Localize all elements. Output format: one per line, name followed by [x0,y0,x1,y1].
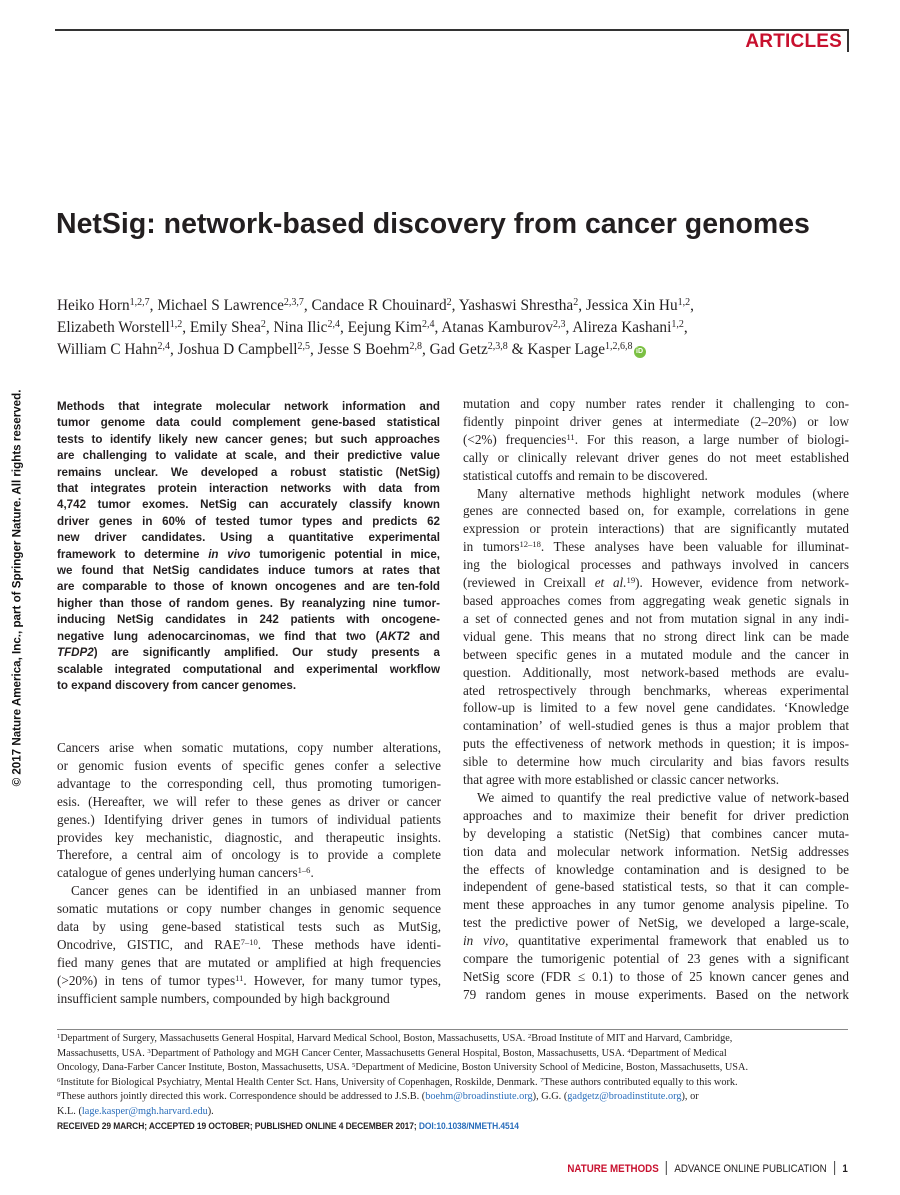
citation-superscript: 1 [57,1033,61,1040]
text-line [463,431,849,449]
text-line [57,739,441,757]
text-run: K.L. ( [57,1105,82,1117]
text-run: remains unclear. We developed a robust statistic (NetSig) [57,465,440,479]
text-line [57,829,441,847]
paragraph [57,882,441,1007]
text-line [463,395,849,413]
text-line [463,682,849,700]
text-line [463,789,849,807]
text-run: sible to determine how much circularity and bias favors results [463,754,849,770]
author-name: Emily Shea [189,319,261,336]
text-line [463,968,849,986]
text-run: data by using gene-based statistical tests such as MutSig, [57,919,441,935]
author [441,319,565,336]
author [157,297,304,314]
publication-status: ADVANCE ONLINE PUBLICATION [674,1163,827,1175]
text-run: tumorigenic potential in mice, [250,547,440,561]
text-run: a set of connected genes and not from mutation signal in any indi- [463,610,849,626]
text-run: genes.) Identifying driver genes in tumors of individual patients [57,811,441,827]
text-run: Broad Institute of MIT and Harvard, Cambridge, [531,1033,733,1044]
text-run: Therefore, a central aim of oncology is to provide a complete [57,847,441,863]
author [274,319,340,336]
text-run: are comparable to those of known oncogenes and are ten-fold [57,580,440,594]
affiliation-superscript: 2,5 [297,341,310,352]
italic-text: in vivo [208,547,251,561]
text-run: ated retrospectively through benchmarks, whereas experimental [463,682,849,698]
text-line [57,864,441,882]
affiliation-superscript: 2,3,8 [487,341,508,352]
author [312,297,452,314]
text-run: ) are significantly amplified. Our study presents a [93,646,440,660]
citation-superscript: 19 [626,575,636,586]
paragraph [463,485,849,789]
text-run: vidual gene. This means that no strong direct link can be made [463,628,849,644]
author-name: Nina Ilic [273,319,328,336]
text-line [463,807,849,825]
author-list: Heiko Horn$^{1,2,7}$, Michael S Lawrence$^{2,3,7}$, Candace R Chouinard$^2$, Yashaswi Shrestha$^2$, Jessica Xin Hu$^{1,2}$, Elizabeth Worstell$^{1,2}$, Emily Shea$^2$, Nina Ilic$^{2,4}$, Eejung Kim$^{2,4}$, Atanas Kamburov$^{2,3}$, Alireza Kashani$^{1,2}$, William C Hahn$^{2,4}$, Joshua D Campbell$^{2,5}$, Jesse S Boehm$^{2,8}$, Gad Getz$^{2,3,8}$ & Kasper Lage$^{1,2,6,8}$ iD [57,297,694,358]
text-run: (<2%) frequencies [463,431,567,447]
text-line [57,399,440,415]
text-run: we found that NetSig candidates induce tumors at rates that [57,564,440,578]
text-line [57,918,441,936]
text-run: based approaches comes from aggregating weak genetic signals in [463,592,849,608]
text-run: between specific genes in a mutated module and the cancer in [463,646,849,662]
text-line [463,502,849,520]
text-line [57,530,440,546]
author-name: Candace R Chouinard [311,297,447,314]
header-rule [55,29,848,31]
text-line [57,757,441,775]
text-line [463,753,849,771]
affiliation-superscript: 2 [446,297,452,308]
text-line [463,699,849,717]
text-line [57,811,441,829]
text-line [463,932,849,950]
text-run: Institute for Biological Psychiatry, Mental Health Center Sct. Hans, University of Copenhagen, Roskilde, Denmark. [60,1076,541,1088]
header-vertical-rule [847,29,849,52]
copyright-notice: © 2017 Nature America, Inc., part of Springer Nature. All rights reserved. [10,389,24,787]
text-run: the effects of knowledge contamination and is designed to be [463,861,849,877]
text-line [57,563,440,579]
affiliation-superscript: 1,2,7 [129,297,150,308]
author [572,319,683,336]
text-run: tests to identify likely new cancer genes; but such approaches [57,432,440,446]
text-run: tion data and molecular network information. NetSig addresses [463,843,849,859]
author [190,319,266,336]
citation-superscript: 4 [627,1047,631,1055]
text-run: These authors contributed equally to this work. [543,1076,738,1088]
citation-superscript: 11 [566,431,575,442]
text-line [463,520,849,538]
citation-superscript: 8 [57,1091,61,1099]
footnote-rule [57,1029,848,1030]
text-run: inducing NetSig candidates in 242 patients with oncogene- [57,613,440,627]
text-run: that agree with more established or classic cancer networks. [463,772,780,788]
affiliations [57,1032,852,1120]
text-line [57,1061,852,1076]
italic-text: TFDP2 [57,646,94,660]
author-name: Atanas Kamburov [441,319,554,336]
affiliation-superscript: 1,2 [677,297,691,308]
text-run: Department of Pathology and MGH Cancer Center, Massachusetts General Hospital, Boston, Massachusetts, USA. [150,1047,628,1059]
text-run: ). [207,1105,214,1117]
paragraph [57,399,440,694]
author-name: Alireza Kashani [572,319,672,336]
received-dates: RECEIVED 29 MARCH; ACCEPTED 19 OCTOBER; PUBLISHED ONLINE 4 DECEMBER 2017; [57,1121,419,1131]
text-run: compare the tumorigenic potential of 23 genes with a significant [463,951,849,967]
text-line [463,986,849,1004]
text-run: Department of Surgery, Massachusetts General Hospital, Harvard Medical School, Boston, Massachusetts, USA. [60,1033,528,1044]
citation-superscript: 2 [527,1033,532,1040]
text-line [463,664,849,682]
text-line [57,645,440,661]
text-line [463,556,849,574]
author [57,319,182,336]
author-name: Kasper Lage [527,341,606,358]
text-line [463,825,849,843]
text-line [57,1032,852,1047]
text-run: provides key mechanistic, diagnostic, and therapeutic insights. [57,829,441,845]
text-run: somatic mutations or copy number changes in genomic sequence [57,901,441,917]
text-line [463,843,849,861]
footer-divider [834,1161,835,1175]
citation-superscript: 3 [147,1047,151,1055]
text-line [463,592,849,610]
text-line [57,990,441,1008]
text-line [463,717,849,735]
email-link[interactable]: boehm@broadinstiute.org [425,1091,533,1103]
section-label: ARTICLES [745,31,842,52]
text-run: negative lung adenocarcinomas, we find that two ( [57,629,380,643]
paragraph [463,789,849,1004]
text-run: follow-up is limited to a few novel gene candidates. ‘Knowledge [463,700,849,716]
citation-superscript: 12–18 [519,539,541,550]
author-name: Heiko Horn [57,297,130,314]
author [318,341,422,358]
text-line [463,574,849,592]
text-run: in tumors [463,539,520,555]
text-run: fidently pinpoint driver genes at intermediate (2–20%) or low [463,413,849,429]
text-line [57,415,440,431]
text-run: mutation and copy number rates render it challenging to con- [463,396,849,411]
italic-text: in vivo [463,933,506,949]
affiliation-superscript: 2,4 [157,341,170,352]
text-run: higher than those of random genes. By reanalyzing nine tumor- [57,596,440,610]
text-run: ), G.G. ( [532,1091,568,1103]
text-line [57,793,441,811]
text-line [57,1090,852,1105]
text-line [463,735,849,753]
text-run: approaches and to maximize their benefit for driver prediction [463,807,849,823]
text-run: Cancer genes can be identified in an unbiased manner from [71,883,441,899]
affiliation-superscript: 2,3 [553,319,566,330]
text-line [57,954,441,972]
text-run: Oncodrive, GISTIC, and RAE [57,936,241,952]
author-name: Michael S Lawrence [157,297,284,314]
text-run: ), or [681,1091,699,1103]
text-run: Department of Medical [630,1047,727,1059]
citation-superscript: 7–10 [240,937,258,948]
text-run: (>20%) in tens of tumor types [57,972,236,988]
footer-divider [666,1161,667,1175]
author-name: Eejung Kim [347,319,422,336]
text-line [57,775,441,793]
text-line [463,485,849,503]
text-run: question. Additionally, most network-based methods are evalu- [463,664,849,680]
text-line [463,467,849,485]
author-name: Joshua D Campbell [177,341,298,358]
text-line [57,629,440,645]
paragraph [57,1032,852,1120]
text-line [463,628,849,646]
affiliation-superscript: 2,4 [327,319,340,330]
text-run: statistical cutoffs and remain to be discovered. [463,467,708,483]
text-line [463,449,849,467]
author [348,319,435,336]
citation-superscript: 6 [57,1076,61,1084]
text-run: esis. (Hereafter, we will refer to these genes as driver or cancer [57,793,441,809]
text-line [57,678,440,694]
affiliation-superscript: 2,3,7 [283,297,304,308]
text-run: ). However, evidence from network- [635,575,849,591]
text-run: or genomic fusion events of specific genes confer a selective [57,757,441,773]
text-run: genes are connected based on, for example, correlations in gene [463,503,849,519]
author [586,297,690,314]
text-run: 79 random genes in mouse experiments. Based on the network [463,986,849,1002]
text-line [57,972,441,990]
text-run: Massachusetts, USA. [57,1047,148,1059]
text-run: independent of gene-based statistical tests, so that it can comple- [463,879,849,895]
author-name: William C Hahn [57,341,158,358]
text-run: . For this reason, a large number of biologi- [574,431,849,447]
text-run: ing the biological processes and pathways involved in cancers [463,557,849,573]
text-line [463,771,849,789]
text-run: driver genes in 60% of tested tumor types and predicts 62 [57,514,440,528]
text-run: (reviewed in Creixall [463,575,595,591]
author-name: Jessica Xin Hu [585,297,678,314]
text-run: tumor genome data could complement gene-based statistical [57,416,440,430]
affiliation-superscript: 2,4 [422,319,435,330]
text-line [57,596,440,612]
text-run: , quantitative experimental framework that enabled us to [505,933,849,949]
author-name: Jesse S Boehm [317,341,410,358]
page-number: 1 [842,1163,848,1175]
author [57,297,150,314]
text-run: catalogue of genes underlying human cancers [57,865,298,881]
text-line [57,514,440,530]
affiliation-superscript: 1,2 [169,319,183,330]
citation-superscript: 5 [352,1062,356,1070]
paragraph [57,739,441,882]
article-title: NetSig: network-based discovery from cancer genomes [56,208,810,240]
text-run: . [310,865,314,881]
abstract [57,399,440,694]
text-line [57,465,440,481]
text-run: and [409,629,440,643]
text-line [463,896,849,914]
text-run: . These methods have identi- [257,936,441,952]
text-run: Department of Medicine, Boston University School of Medicine, Boston, Massachusetts, USA. [355,1062,749,1074]
text-run: fied many genes that are mutated or amplified at high frequencies [57,954,441,970]
text-line [463,950,849,968]
author [430,341,508,358]
text-run: insufficient sample numbers, compounded by high background [57,990,390,1006]
text-line [57,1076,852,1091]
text-line [57,882,441,900]
text-line [57,846,441,864]
text-run: Many alternative methods highlight network modules (where [477,485,849,501]
text-run: NetSig score (FDR ≤ 0.1) to those of 25 known cancer genes and [463,969,849,984]
text-line [463,878,849,896]
citation-superscript: 7 [540,1076,544,1084]
italic-text: AKT2 [379,629,410,643]
affiliation-superscript: 1,2,6,8 [605,341,633,352]
text-run: are challenging to validate at scale, and their predictive value [57,449,440,463]
affiliation-superscript: 1,2 [671,319,684,330]
text-run: by developing a statistic (NetSig) that combines cancer muta- [463,825,849,841]
text-run: ment these approaches in any tumor genome analysis pipeline. To [463,897,849,913]
text-line [463,914,849,932]
citation-superscript: 11 [235,972,244,983]
page-footer [568,1161,848,1175]
text-line [57,448,440,464]
text-run: Methods that integrate molecular network information and [57,400,440,413]
text-run: puts the effectiveness of network methods in question; it is impos- [463,736,849,752]
body-right-column [463,395,849,1004]
text-run: expression or protein interactions) that are significantly mutated [463,521,849,537]
doi-link[interactable]: DOI:10.1038/NMETH.4514 [418,1121,519,1131]
text-run: that integrates protein interaction networks with data from [57,482,440,496]
text-run: These authors jointly directed this work. Correspondence should be addressed to J.S.B. ( [60,1091,426,1103]
text-line [463,610,849,628]
text-run: Cancers arise when somatic mutations, copy number alterations, [57,740,441,755]
italic-text: et al. [594,575,627,591]
text-line [463,861,849,879]
text-run: to expand discovery from cancer genomes. [57,678,297,692]
author-name: Elizabeth Worstell [57,319,170,336]
text-line [57,936,441,954]
email-link[interactable]: gadgetz@broadinstitute.org [567,1091,682,1103]
text-line [57,1105,852,1120]
text-run: We aimed to quantify the real predictive value of network-based [477,789,849,805]
citation-superscript: 1–6 [297,865,311,876]
text-line [57,432,440,448]
journal-name: NATURE METHODS [567,1163,659,1175]
author-name: Yashaswi Shrestha [458,297,574,314]
orcid-icon[interactable]: iD [634,346,646,358]
text-run: 4,742 tumor exomes. NetSig can accurately classify known [57,498,440,512]
text-run: cally or clinically relevant driver genes do not meet established [463,449,849,465]
email-link[interactable]: lage.kasper@mgh.harvard.edu [81,1105,208,1117]
text-run: contamination’ of well-studied genes is thus a major problem that [463,718,849,734]
author [57,341,170,358]
text-run: advantage to the corresponding cell, thus promoting tumorigen- [57,775,441,791]
text-line [57,900,441,918]
text-run: . However, for many tumor types, [243,972,441,988]
text-line [463,413,849,431]
publication-history [57,1121,519,1131]
text-line [57,1047,852,1062]
body-left-column [57,739,441,1008]
author [459,297,578,314]
text-run: . These analyses have been valuable for illuminat- [540,539,849,555]
text-line [57,497,440,513]
text-line [57,481,440,497]
affiliation-superscript: 2,8 [409,341,422,352]
text-line [57,579,440,595]
paragraph [463,395,849,485]
affiliation-superscript: 2 [573,297,579,308]
text-run: framework to determine [57,547,209,561]
text-line [57,662,440,678]
text-line [463,646,849,664]
text-line [57,547,440,563]
text-run: new driver candidates. Using a quantitative experimental [57,531,440,545]
text-line [57,612,440,628]
text-run: scalable integrated computational and experimental workflow [57,662,440,676]
author [527,341,645,358]
author-name: Gad Getz [429,341,488,358]
text-run: test the predictive power of NetSig, we developed a large-scale, [463,915,849,931]
text-run: Oncology, Dana-Farber Cancer Institute, Boston, Massachusetts, USA. [57,1062,353,1074]
affiliation-superscript: 2 [260,319,266,330]
text-line [463,538,849,556]
author [178,341,310,358]
